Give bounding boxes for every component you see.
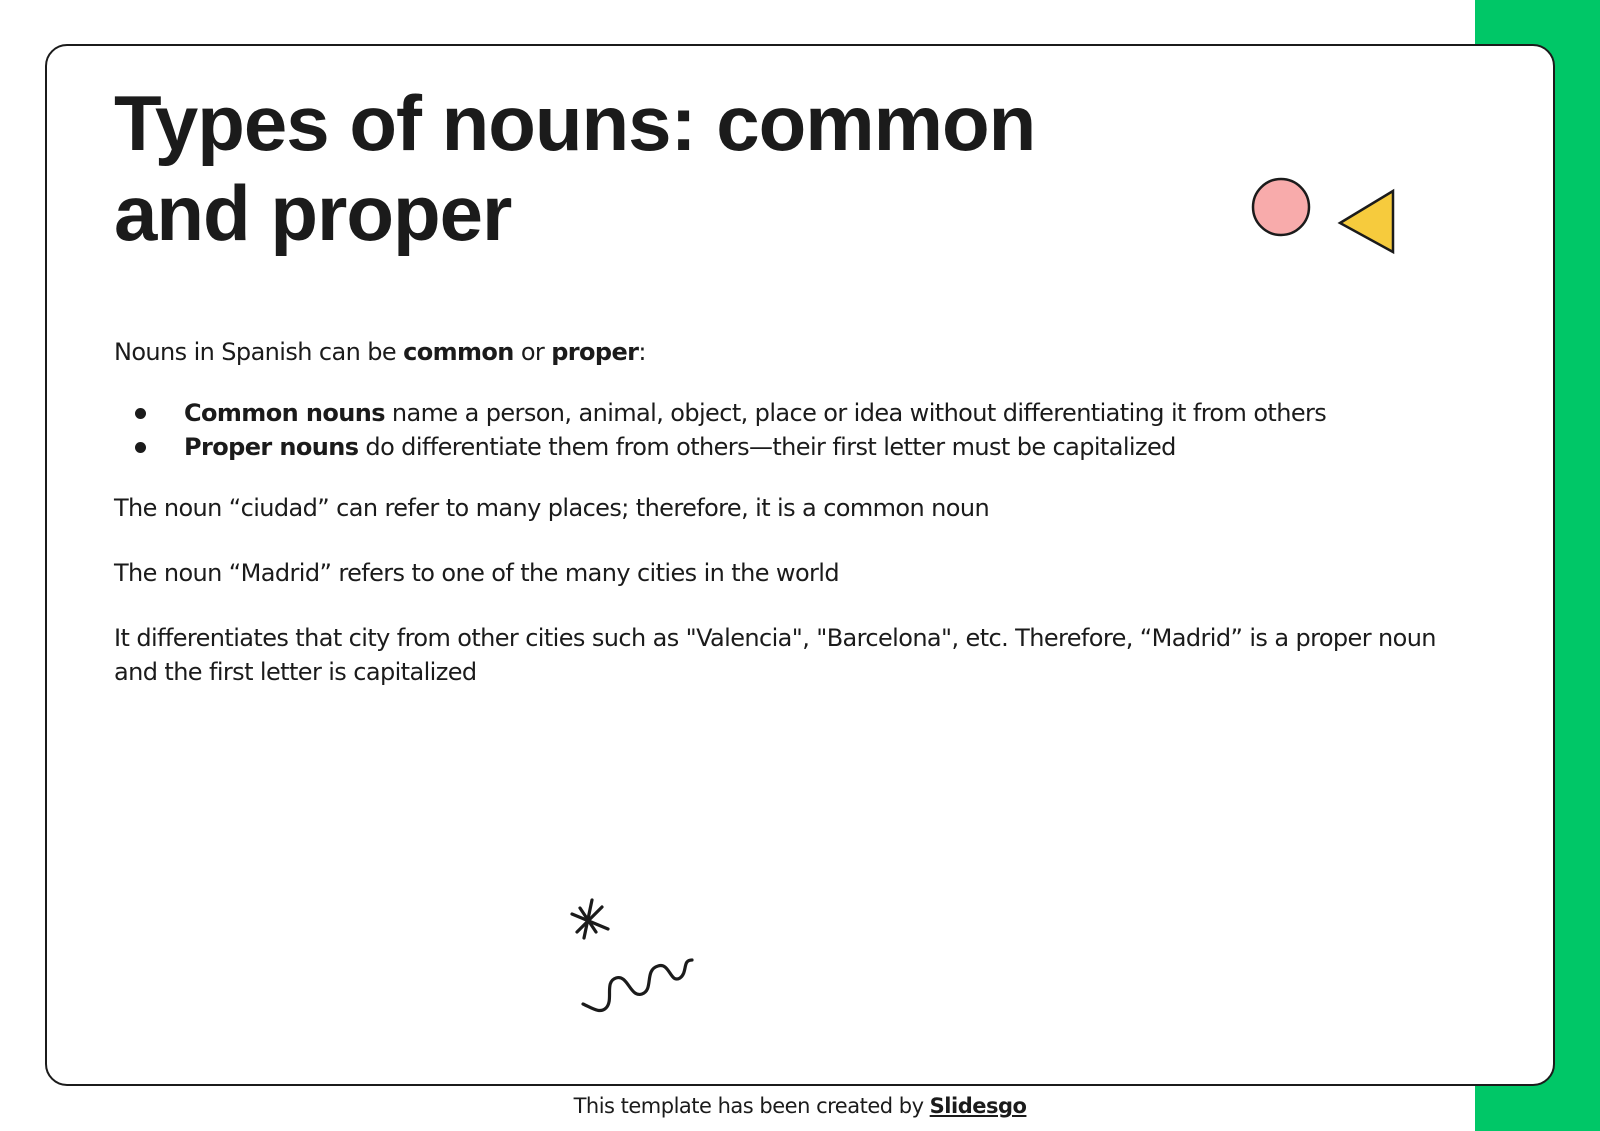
intro-bold-proper: proper [551, 338, 639, 366]
intro-bold-common: common [403, 338, 514, 366]
slide-title [114, 78, 1114, 258]
bullet-dot-icon [135, 442, 146, 453]
intro-suffix: : [638, 338, 646, 366]
list-item-common-nouns [114, 396, 1484, 430]
asterisk-doodle-icon [568, 896, 616, 944]
paragraph-ciudad: The noun “ciudad” can refer to many places; therefore, it is a common noun [114, 494, 990, 522]
title-line-2: and proper [114, 169, 512, 257]
slidesgo-link[interactable]: Slidesgo [929, 1094, 1027, 1118]
slide-body [114, 335, 1484, 720]
yellow-triangle-icon [1336, 188, 1398, 256]
bullet-text: do differentiate them from others—their first letter must be capitalized [358, 433, 1176, 461]
squiggle-doodle-icon [578, 938, 698, 1018]
title-line-1: Types of nouns: common [114, 79, 1036, 167]
bullet-term: Proper nouns [184, 433, 359, 461]
bullet-term: Common nouns [184, 399, 385, 427]
intro-middle: or [513, 338, 552, 366]
paragraph-madrid: The noun “Madrid” refers to one of the many cities in the world [114, 559, 840, 587]
pink-circle-icon [1250, 176, 1312, 238]
noun-types-list [114, 396, 1484, 464]
bullet-dot-icon [135, 408, 146, 419]
footer-prefix: This template has been created by [573, 1094, 930, 1118]
intro-prefix: Nouns in Spanish can be [114, 338, 404, 366]
list-item-proper-nouns [114, 430, 1484, 464]
footer-credit [0, 1094, 1600, 1118]
intro-text [114, 335, 1484, 369]
paragraph-differentiates: It differentiates that city from other cities such as "Valencia", "Barcelona", etc. Therefore, “Madrid” is a proper noun and the first letter is capitalized [114, 624, 1436, 686]
bullet-text: name a person, animal, object, place or idea without differentiating it from others [384, 399, 1327, 427]
